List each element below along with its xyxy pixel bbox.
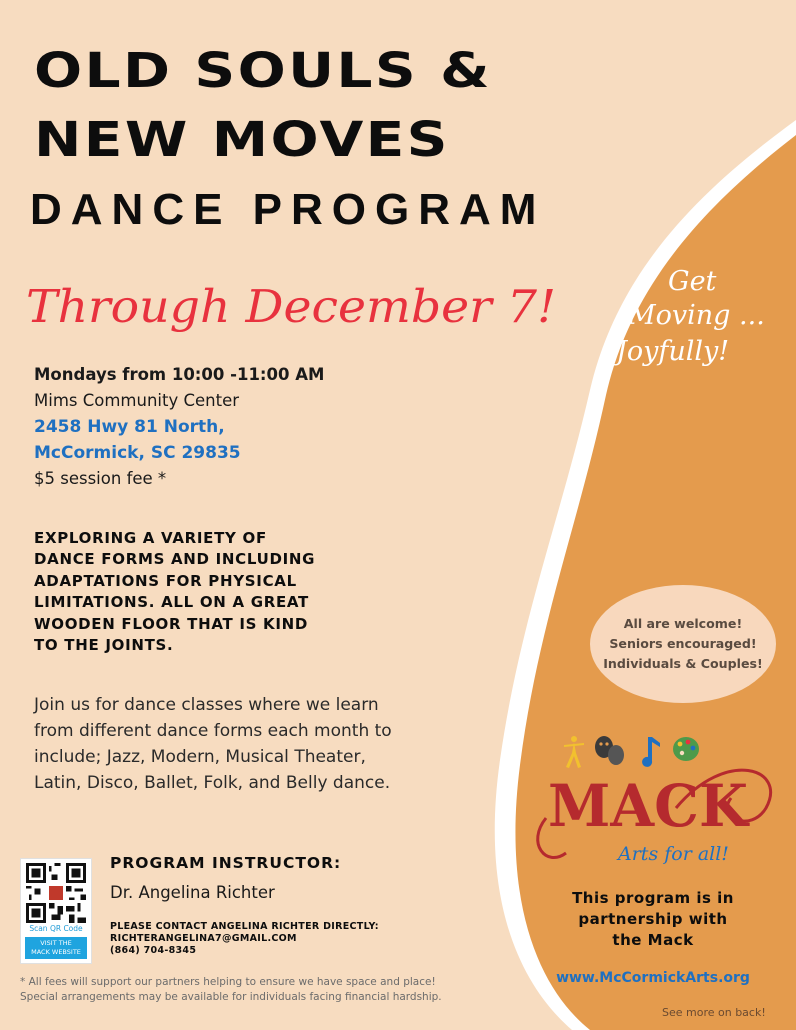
title-line-3: DANCE PROGRAM: [30, 185, 546, 234]
tagline-line-2: Moving ...: [628, 300, 765, 331]
partnership-line: partnership with: [578, 910, 728, 928]
through-date-text: Through December 7!: [26, 280, 556, 333]
visit-line-1: VISIT THE: [40, 939, 72, 947]
program-description: [34, 528, 434, 656]
description-line: DANCE FORMS AND INCLUDING: [34, 550, 316, 569]
title-line-1: OLD SOULS &: [34, 43, 492, 99]
fee-footnote: [20, 975, 510, 1005]
contact-line-1: PLEASE CONTACT ANGELINA RICHTER DIRECTLY:: [110, 921, 379, 932]
fee-text: $5 session fee *: [34, 469, 167, 488]
footnote-line-1: * All fees will support our partners helping to ensure we have space and place!: [20, 976, 436, 988]
contact-email[interactable]: RICHTERANGELINA7@GMAIL.COM: [110, 933, 297, 944]
through-date-heading: [24, 272, 584, 342]
description-line: ADAPTATIONS FOR PHYSICAL: [34, 571, 297, 590]
description-line: TO THE JOINTS.: [34, 636, 174, 655]
contact-phone[interactable]: (864) 704-8345: [110, 945, 197, 956]
qr-code-card[interactable]: [20, 858, 92, 964]
welcome-line-1: All are welcome!: [623, 616, 743, 631]
tagline-line-1: Get: [668, 266, 717, 297]
see-more-text: See more on back!: [662, 1006, 766, 1019]
title-line-2: NEW MOVES: [34, 112, 450, 168]
mack-logo: [526, 748, 788, 878]
get-moving-tagline: [598, 262, 796, 372]
join-line: from different dance forms each month to: [34, 721, 392, 741]
footnote-line-2: Special arrangements may be available for individuals facing financial hardship.: [20, 991, 442, 1003]
schedule-text: Mondays from 10:00 -11:00 AM: [34, 365, 325, 384]
instructor-contact: [110, 921, 379, 957]
description-line: EXPLORING A VARIETY OF: [34, 529, 267, 547]
address-line-2[interactable]: McCormick, SC 29835: [34, 443, 241, 463]
partnership-line: the Mack: [612, 931, 694, 949]
partnership-line: This program is in: [572, 889, 734, 907]
tagline-line-3: Joyfully!: [616, 336, 730, 367]
join-line: include; Jazz, Modern, Musical Theater,: [34, 747, 366, 767]
mack-slogan-text: Arts for all!: [618, 843, 729, 865]
visit-line-2: MACK WEBSITE: [31, 948, 81, 956]
instructor-name: Dr. Angelina Richter: [110, 883, 275, 902]
qr-scan-label: Scan QR Code: [29, 924, 83, 933]
visit-website-badge[interactable]: [25, 937, 87, 959]
welcome-bubble: [590, 585, 776, 703]
venue-text: Mims Community Center: [34, 391, 240, 410]
welcome-line-3: Individuals & Couples!: [603, 656, 763, 671]
session-details: [34, 362, 324, 492]
mack-logo-text: MACK: [548, 772, 751, 840]
welcome-line-2: Seniors encouraged!: [609, 636, 757, 651]
instructor-heading: PROGRAM INSTRUCTOR:: [110, 854, 342, 872]
address-line-1[interactable]: 2458 Hwy 81 North,: [34, 417, 225, 437]
join-paragraph: [34, 692, 454, 796]
join-line: Latin, Disco, Ballet, Folk, and Belly dance.: [34, 773, 391, 793]
qr-code-icon: [26, 863, 86, 923]
partnership-text: [520, 888, 786, 951]
description-line: LIMITATIONS. ALL ON A GREAT: [34, 593, 309, 612]
website-link[interactable]: www.McCormickArts.org: [556, 970, 750, 986]
join-line: Join us for dance classes where we learn: [34, 695, 379, 715]
description-line: WOODEN FLOOR THAT IS KIND: [34, 614, 309, 633]
